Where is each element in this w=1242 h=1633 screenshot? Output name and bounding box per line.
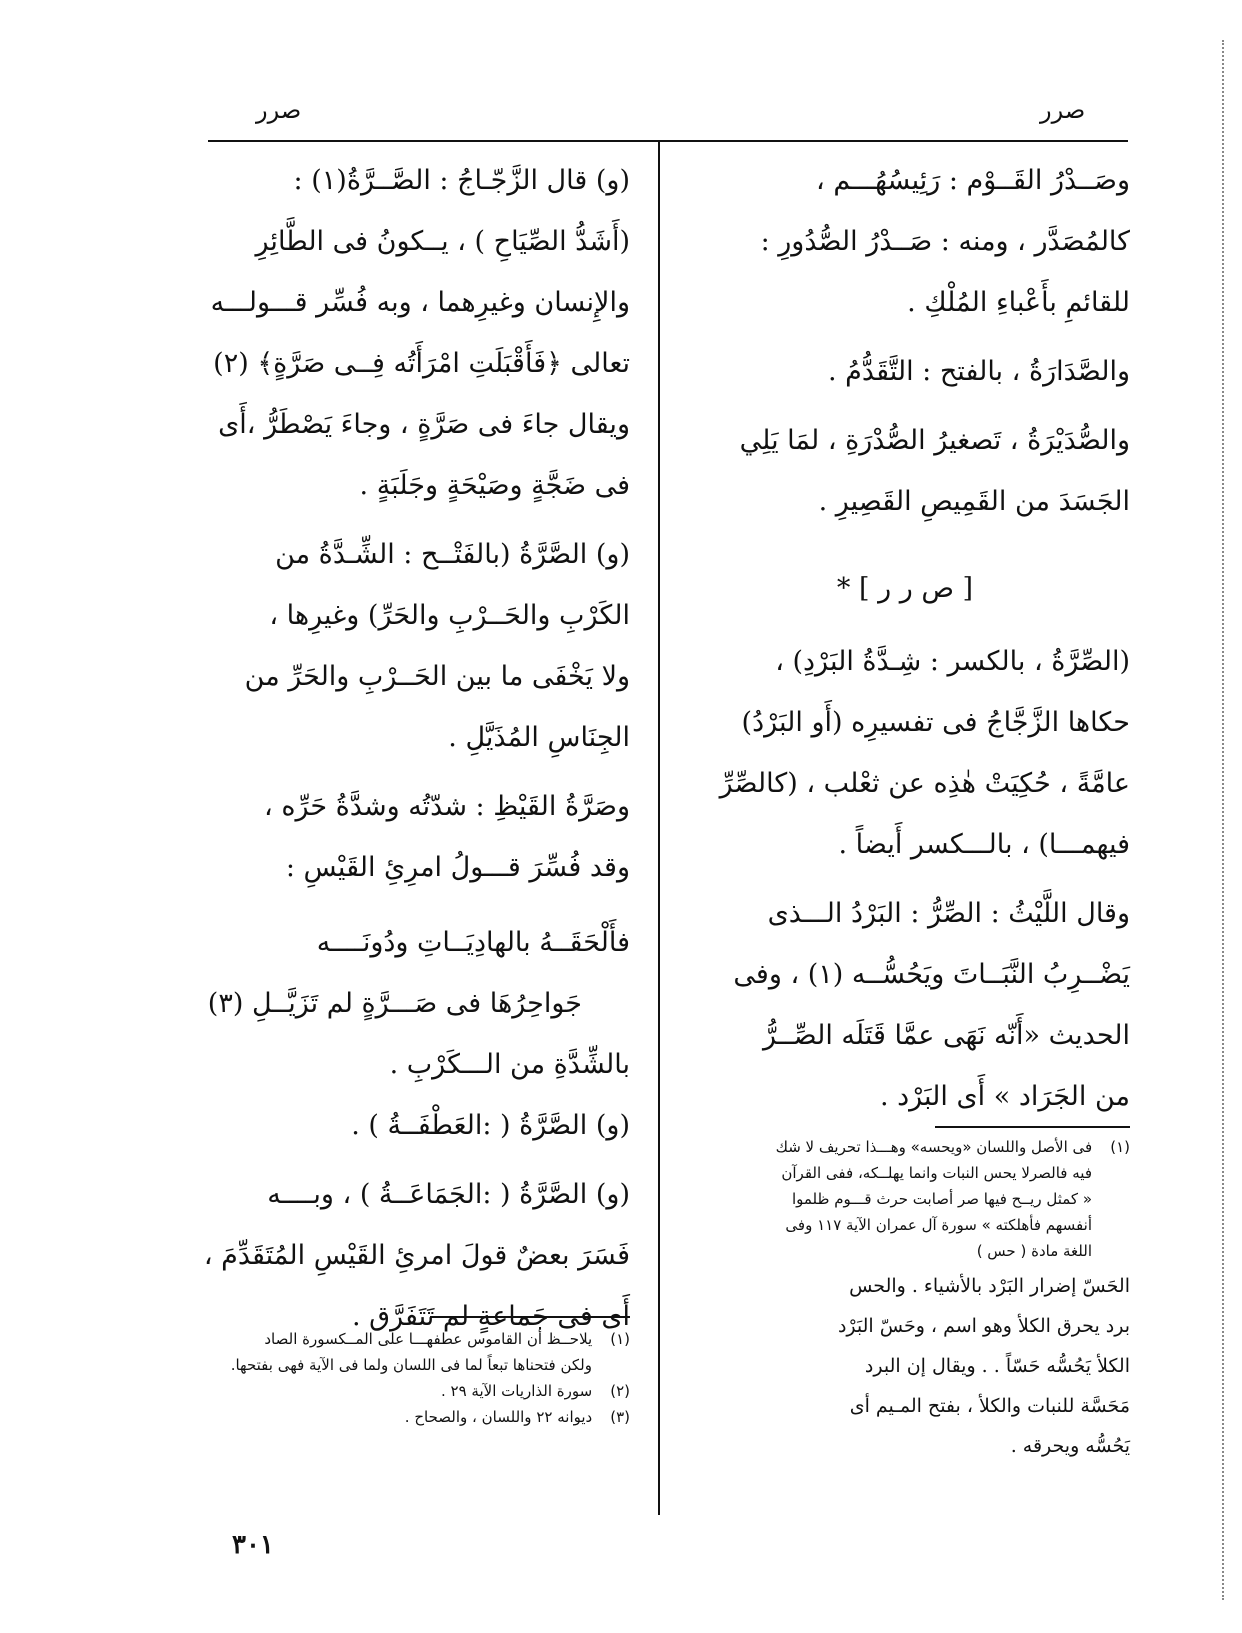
footnote-line <box>680 1134 1130 1160</box>
footnote-number: (٢) <box>610 1382 630 1400</box>
footnote-continuation: يَحُسُّه ويحرقه . <box>1010 1435 1130 1457</box>
footnote-line <box>198 1404 630 1430</box>
footnote-text: يلاحــظ أن القاموس عطفهـــا على المــكسورة الصاد <box>264 1330 593 1348</box>
footnote-continuation: الحَسّ إضرار البَرْد بالأشياء . والحس <box>849 1275 1130 1297</box>
entry-line: تعالى ﴿فَأَقْبَلَتِ امْرَأَتُه فِــى صَرَّةٍ﴾ (٢) <box>213 348 630 379</box>
entry-line: (و) الصَّرَّةُ ( :الجَمَاعَــةُ ) ، وبــــه <box>267 1179 630 1210</box>
entry-line: للقائمِ بأَعْباءِ المُلْكِ . <box>907 287 1130 318</box>
footnote-line: اللغة مادة ( حس ) <box>976 1242 1092 1260</box>
footnote-line <box>198 1378 630 1404</box>
entry-line: وصَــدْرُ القَــوْم : رَئِيسُهُـــم ، <box>816 165 1130 196</box>
entry-line: ويقال جاءَ فى صَرَّةٍ ، وجاءَ يَصْطَرُّ ،أَى <box>218 409 630 440</box>
entry-line: وصَرَّةُ القَيْظِ : شدّتُه وشدَّةُ حَرِّه ، <box>264 791 630 822</box>
entry-line: والإِنسان وغيرِهما ، وبه فُسِّر قـــولـــه <box>210 287 630 318</box>
poem-hemistich-2: جَواحِرُهَا فى صَـــرَّةٍ لم تَزَيَّــلِ (٣) <box>207 988 582 1019</box>
entry-line: (و) قال الزَّجّـاجُ : الصَّــرَّةُ(١) : <box>293 165 630 196</box>
footnote-rule-left <box>430 1316 630 1318</box>
entry-line: والصُّدَيْرَةُ ، تَصغيرُ الصُّدْرَةِ ، لمَا يَلِي <box>739 425 1130 456</box>
column-divider <box>658 140 660 1515</box>
left-column <box>198 150 630 1347</box>
scan-edge-dots <box>1222 40 1225 1600</box>
running-head-right: صرر <box>1040 96 1086 124</box>
footnote-line <box>198 1326 630 1352</box>
section-heading: [ ص ر ر ] * <box>836 573 974 604</box>
entry-line: (و) الصَّرَّةُ ( :العَطْفَــةُ ) . <box>351 1110 630 1141</box>
entry-line: بالشِّدَّةِ من الـــكَرْبِ . <box>389 1049 630 1080</box>
entry-line: (الصِّرَّةُ ، بالكسر : شِـدَّةُ البَرْدِ) ، <box>775 646 1130 677</box>
footnote-text: ديوانه ٢٢ واللسان ، والصحاح . <box>404 1408 593 1426</box>
footnote-continuation: برد يحرق الكلأ وهو اسم ، وحَسّ البَرْد <box>837 1315 1130 1337</box>
running-head-left: صرر <box>256 96 302 124</box>
entry-line: فَسَرَ بعضٌ قولَ امرئِ القَيْسِ المُتَقَدِّمَ ، <box>203 1240 630 1271</box>
entry-line: حكاها الزَّجَّاجُ فى تفسيرِه (أَو البَرْدُ) <box>741 707 1130 738</box>
entry-line: الحديث «أَنّه نَهَى عمَّا قَتَلَه الصِّــرُّ <box>762 1020 1130 1051</box>
footnote-line: فيه فالصرلا يحس النبات وانما يهلــكه، ففى القرآن <box>781 1164 1092 1182</box>
footnote-number: (١) <box>1110 1138 1130 1156</box>
entry-line: عامَّةً ، حُكِيَتْ هٰذِه عن ثعْلب ، (كالصِّرِّ <box>719 768 1130 799</box>
entry-line: (و) الصَّرَّةُ (بالفَتْــح : الشِّـدَّةُ من <box>275 539 630 570</box>
footnote-line: ولكن فتحناها تبعاً لما فى اللسان ولما فى الآية فهى بفتحها. <box>230 1356 592 1374</box>
page-number: ٣٠١ <box>232 1530 274 1560</box>
entry-line: وقد فُسِّرَ قـــولُ امرِئِ القَيْسِ : <box>285 852 630 883</box>
footnote-number: (١) <box>610 1330 630 1348</box>
entry-line: وقال اللَّيْثُ : الصِّرُّ : البَرْدُ الـــذى <box>767 898 1130 929</box>
poem-verse <box>198 912 630 1034</box>
entry-line: كالمُصَدَّر ، ومنه : صَــدْرُ الصُّدُورِ : <box>760 226 1130 257</box>
entry-line: فيهمـــا) ، بالـــكسر أَيضاً . <box>838 829 1130 860</box>
footnote-text: فى الأصل واللسان «ويحسه» وهـــذا تحريف لا شك <box>775 1138 1093 1156</box>
footnote-continuation: مَحَسَّة للنبات والكلأ ، بفتح المـيم أى <box>849 1395 1130 1417</box>
entry-line: الكَرْبِ والحَــرْبِ والحَرِّ) وغيرِها ، <box>269 600 630 631</box>
footnote-line: « كمثل ريــح فيها صر أصابت حرث قـــوم ظلموا <box>791 1190 1092 1208</box>
entry-line: ولا يَخْفَى ما بين الحَــرْبِ والحَرِّ من <box>244 661 630 692</box>
entry-line: فى ضَجَّةٍ وصَيْحَةٍ وجَلَبَةٍ . <box>359 470 630 501</box>
footnotes-right <box>680 1134 1130 1464</box>
entry-line: الجَسَدَ من القَمِيصِ القَصِيرِ . <box>818 486 1130 517</box>
right-column <box>680 150 1130 1127</box>
header-rule <box>208 140 1128 142</box>
footnote-rule-right <box>935 1126 1130 1128</box>
footnote-number: (٣) <box>610 1408 630 1426</box>
entry-line: يَضْــرِبُ النَّبَــاتَ ويَحُسُّــه (١) ، وفى <box>733 959 1130 990</box>
footnotes-left <box>198 1326 630 1430</box>
entry-line: الجِنَاسِ المُذَيَّلِ . <box>448 722 630 753</box>
entry-line: (أَشَدُّ الصِّيَاحِ ) ، يــكونُ فى الطَّائِرِ <box>255 226 630 257</box>
footnote-text: سورة الذاريات الآية ٢٩ . <box>440 1382 593 1400</box>
entry-line: والصَّدَارَةُ ، بالفتح : التَّقَدُّمُ . <box>828 356 1130 387</box>
poem-hemistich-1: فأَلْحَقَــهُ بالهادِيَــاتِ ودُونَــــه <box>316 927 630 958</box>
footnote-line: أنفسهم فأهلكته » سورة آل عمران الآية ١١٧ وفى <box>785 1216 1092 1234</box>
entry-line: من الجَرَاد » أَى البَرْد . <box>879 1081 1130 1112</box>
entry-line: أَى فى جَماعةٍ لم تَتَفَرَّق . <box>351 1301 630 1332</box>
footnote-continuation: الكلأ يَحُسُّه حَسّاً . . ويقال إن البرد <box>864 1355 1130 1377</box>
